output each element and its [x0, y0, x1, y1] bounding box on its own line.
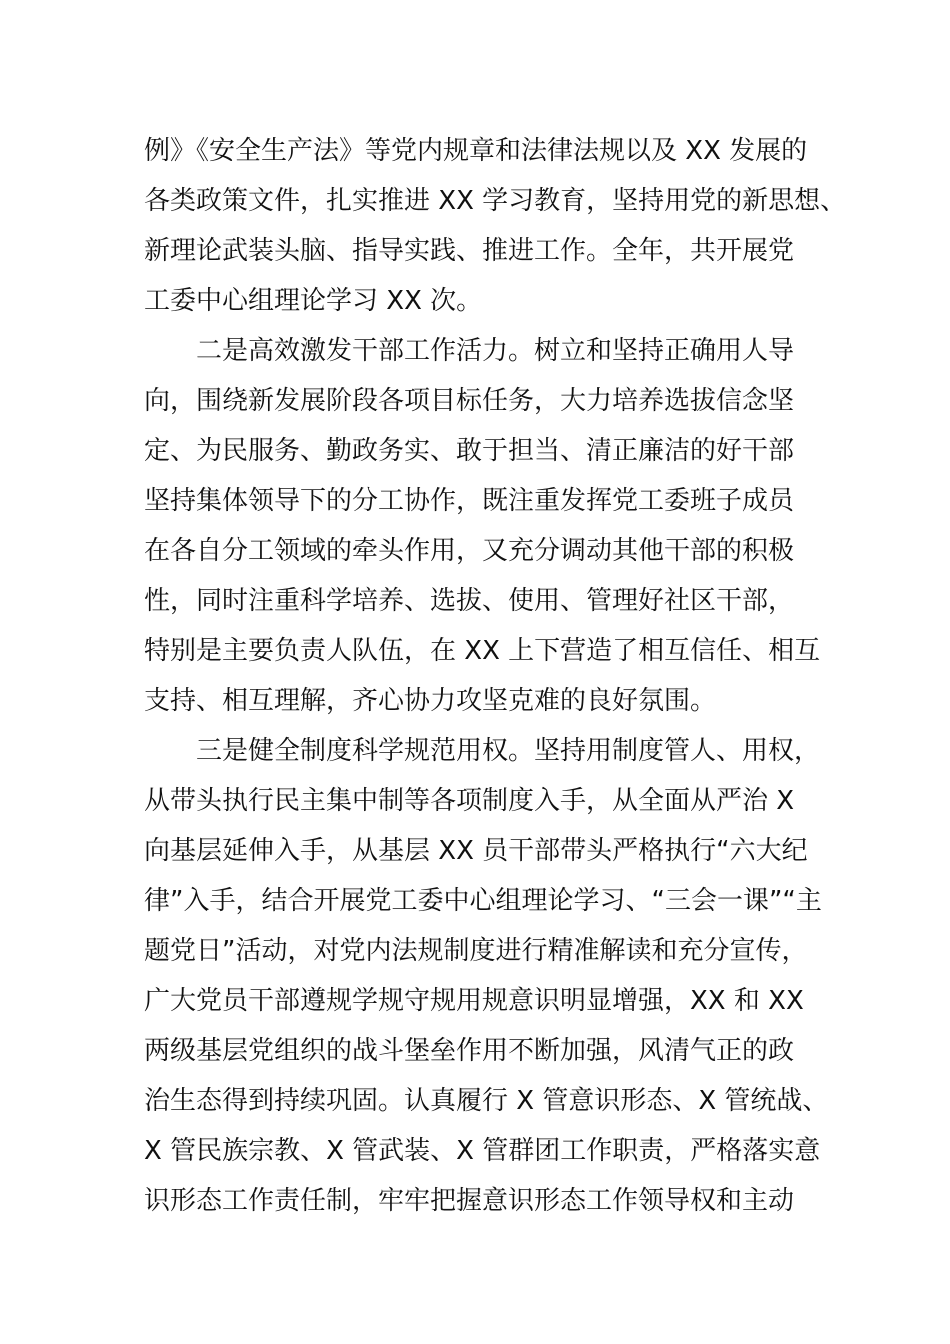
text-line: 性，同时注重科学培养、选拔、使用、管理好社区干部，: [144, 586, 795, 616]
text-line: 从带头执行民主集中制等各项制度入手，从全面从严治 X: [144, 786, 795, 816]
text-line: 律”入手，结合开展党工委中心组理论学习、“三会一课”“主: [144, 886, 822, 916]
paragraph-first-line: 三是健全制度科学规范用权。坚持用制度管人、用权，: [196, 736, 821, 766]
text-line: 工委中心组理论学习 XX 次。: [144, 286, 483, 316]
text-line: 两级基层党组织的战斗堡垒作用不断加强，风清气正的政: [144, 1036, 795, 1066]
text-line: 题党日”活动，对党内法规制度进行精准解读和充分宣传，: [144, 936, 808, 966]
text-line: 新理论武装头脑、指导实践、推进工作。全年，共开展党: [144, 236, 795, 266]
text-line: X 管民族宗教、X 管武装、X 管群团工作职责，严格落实意: [144, 1136, 821, 1166]
text-line: 坚持集体领导下的分工协作，既注重发挥党工委班子成员: [144, 486, 795, 516]
text-line: 向，围绕新发展阶段各项目标任务，大力培养选拔信念坚: [144, 386, 795, 416]
text-line: 各类政策文件，扎实推进 XX 学习教育，坚持用党的新思想、: [144, 186, 847, 216]
text-line: 向基层延伸入手，从基层 XX 员干部带头严格执行“六大纪: [144, 836, 808, 866]
text-line: 特别是主要负责人队伍，在 XX 上下营造了相互信任、相互: [144, 636, 821, 666]
text-line: 支持、相互理解，齐心协力攻坚克难的良好氛围。: [144, 686, 717, 716]
text-line: 在各自分工领域的牵头作用，又充分调动其他干部的积极: [144, 536, 795, 566]
text-line: 广大党员干部遵规学规守规用规意识明显增强，XX 和 XX: [144, 986, 804, 1016]
text-line: 治生态得到持续巩固。认真履行 X 管意识形态、X 管统战、: [144, 1086, 829, 1116]
text-line: 例》《安全生产法》等党内规章和法律法规以及 XX 发展的: [144, 136, 808, 166]
text-line: 定、为民服务、勤政务实、敢于担当、清正廉洁的好干部: [144, 436, 795, 466]
text-line: 识形态工作责任制，牢牢把握意识形态工作领导权和主动: [144, 1186, 795, 1216]
paragraph-first-line: 二是高效激发干部工作活力。树立和坚持正确用人导: [196, 336, 795, 366]
